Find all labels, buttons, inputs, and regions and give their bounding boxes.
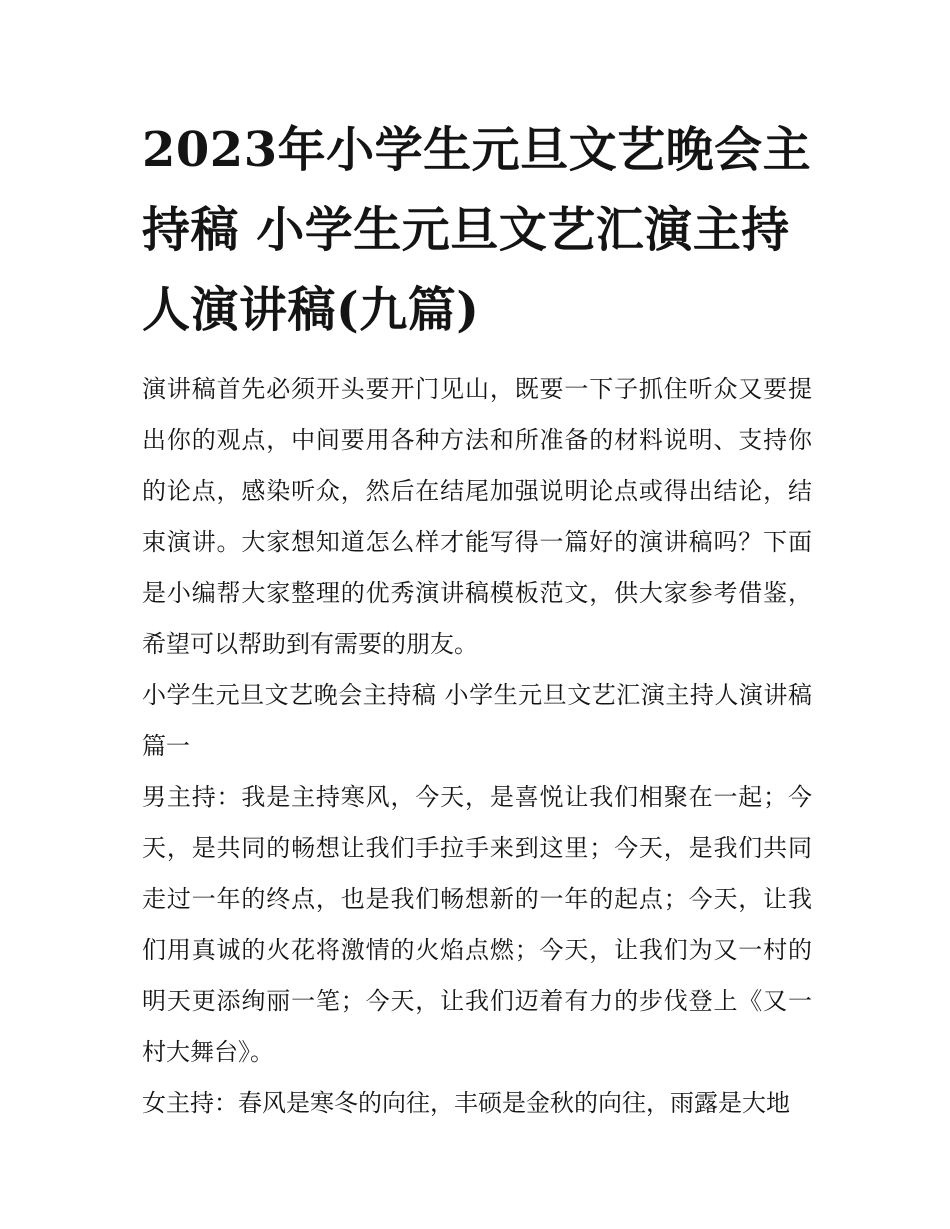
document-body (142, 364, 812, 1129)
intro-paragraph: 演讲稿首先必须开头要开门见山，既要一下子抓住听众又要提出你的观点，中间要用各种方法和所准备的材料说明、支持你的论点，感染听众，然后在结尾加强说明论点或得出结论，结束演讲。大家想知道怎么样才能写得一篇好的演讲稿吗？下面是小编帮大家整理的优秀演讲稿模板范文，供大家参考借鉴，希望可以帮助到有需要的朋友。 (142, 375, 812, 658)
section-heading: 小学生元旦文艺晚会主持稿 小学生元旦文艺汇演主持人演讲稿篇一 (142, 681, 812, 760)
female-host-paragraph: 女主持：春风是寒冬的向往，丰硕是金秋的向往，雨露是大地 (142, 1089, 790, 1117)
document-page (142, 110, 812, 1129)
document-title: 2023年小学生元旦文艺晚会主持稿 小学生元旦文艺汇演主持人演讲稿(九篇) (142, 122, 812, 338)
male-host-paragraph: 男主持：我是主持寒风，今天，是喜悦让我们相聚在一起；今天，是共同的畅想让我们手拉手来到这里；今天，是我们共同走过一年的终点，也是我们畅想新的一年的起点；今天，让我们用真诚的火花将激情的火焰点燃；今天，让我们为又一村的明天更添绚丽一笔；今天，让我们迈着有力的步伐登上《又一村大舞台》。 (142, 783, 812, 1066)
